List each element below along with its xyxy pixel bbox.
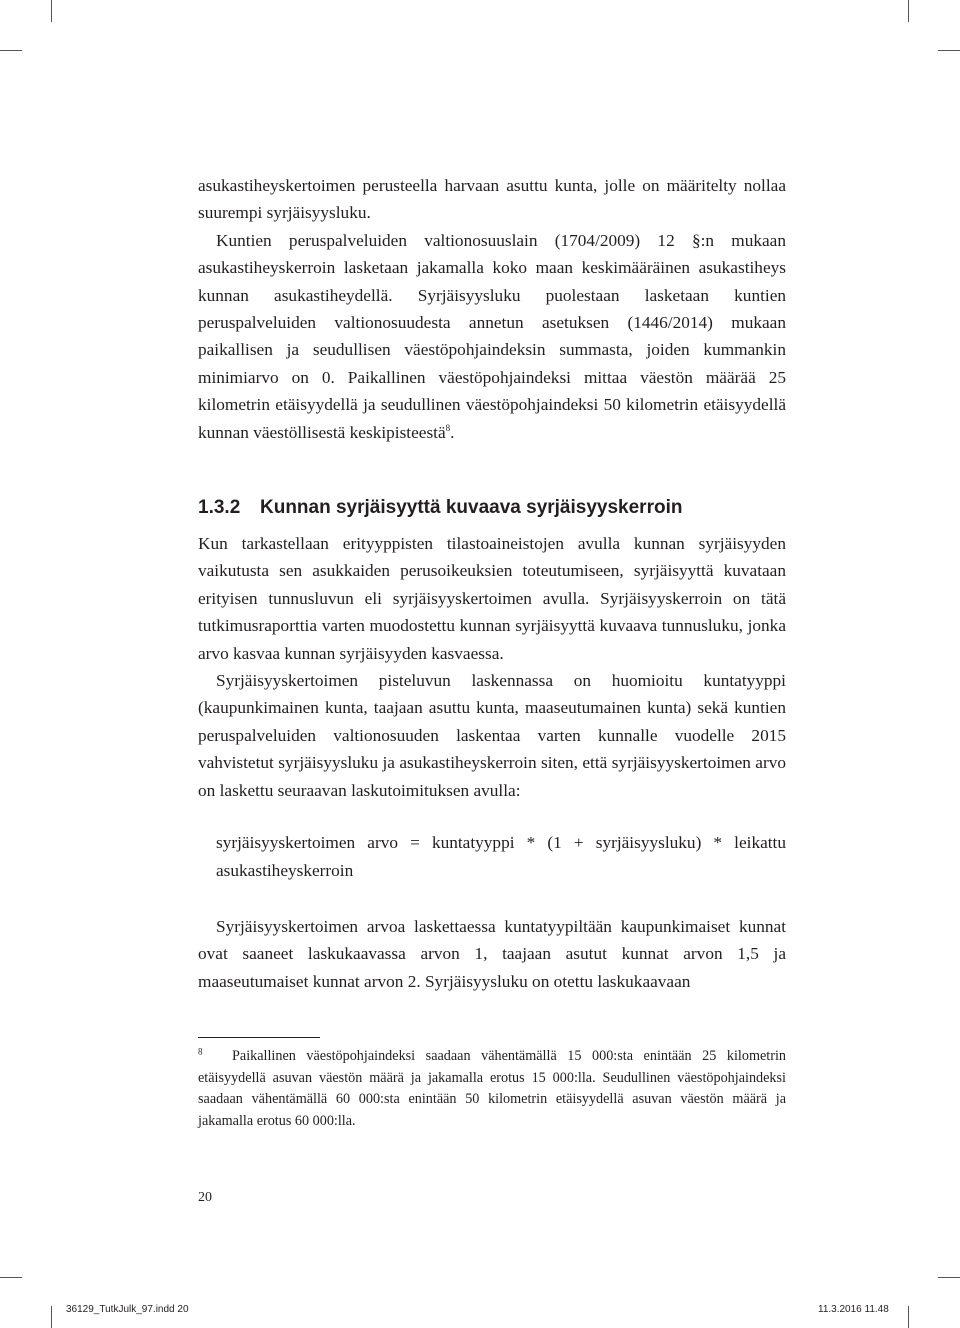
paragraph-1: asukastiheyskertoimen perusteella harvaan asuttu kunta, jolle on määritelty nollaa suurempi syrjäisyysluku. [198, 176, 786, 223]
crop-mark-top-left [51, 0, 52, 22]
crop-mark-right-bottom [938, 1277, 960, 1278]
slug-date: 11.3.2016 11.48 [818, 1304, 889, 1315]
crop-mark-left-bottom [0, 1277, 22, 1278]
paragraph-4: Syrjäisyyskertoimen pisteluvun laskennassa on huomioitu kuntatyyppi (kaupunkimainen kunta, taajaan asuttu kunta, maaseutumainen kunta) sekä kuntien peruspalveluiden valtionosuuden laskentaa varten kunnalle vuodelle 2015 vahvistetut syrjäisyysluku ja asukastiheyskerroin siten, että syrjäisyyskertoimen arvo on laskettu seuraavan laskutoimituksen avulla: [198, 671, 786, 800]
section-title: Kunnan syrjäisyyttä kuvaava syrjäisyyskerroin [260, 497, 683, 518]
paragraph-5: Syrjäisyyskertoimen arvoa laskettaessa kuntatyypiltään kaupunkimaiset kunnat ovat saaneet laskukaavassa arvon 1, taajaan asutut kunnat arvon 1,5 ja maaseutumaiset kunnat arvon 2. Syrjäisyysluku on otettu laskukaavaan [198, 917, 786, 991]
section-heading [198, 497, 786, 519]
paragraph-2-text: Kuntien peruspalveluiden valtionosuuslain (1704/2009) 12 §:n mukaan asukastiheyskerroin lasketaan jakamalla koko maan keskimääräinen asukastiheys kunnan asukastiheydellä. Syrjäisyysluku puolestaan lasketaan kuntien peruspalveluiden valtionosuudesta annetun asetuksen (1446/2014) mukaan paikallisen ja seudullisen väestöpohjaindeksin summasta, joiden kummankin minimiarvo on 0. Paikallinen väestöpohjaindeksi mittaa väestön määrää 25 kilometrin etäisyydellä ja seudullinen väestöpohjaindeksi 50 kilometrin etäisyydellä kunnan väestöllisestä keskipisteestä [198, 230, 786, 442]
paragraph-2 [198, 227, 786, 446]
footnote-rule [198, 1037, 320, 1038]
crop-mark-top-right [908, 0, 909, 22]
footnote-text: Paikallinen väestöpohjaindeksi saadaan vähentämällä 15 000:sta enintään 25 kilometrin etäisyydellä asuvan väestön määrä ja jakamalla erotus 15 000:lla. Seudullinen väestöpohjaindeksi saadaan vähentämällä 60 000:sta enintään 50 kilometrin etäisyydellä asuvan väestön määrä ja jakamalla erotus 60 000:lla. [198, 1048, 786, 1129]
body-text-bottom [198, 913, 786, 995]
paragraph-2-end: . [450, 422, 455, 442]
crop-mark-bottom-right [908, 1306, 909, 1328]
section-number: 1.3.2 [198, 497, 241, 518]
body-text-top [198, 172, 786, 446]
footnote-reference: 8 [445, 422, 451, 433]
slug-filename: 36129_TutkJulk_97.indd 20 [66, 1304, 189, 1315]
crop-mark-bottom-left [51, 1306, 52, 1328]
crop-mark-left-top [0, 50, 22, 51]
crop-mark-right-top [938, 50, 960, 51]
body-text-section [198, 530, 786, 804]
formula: syrjäisyyskertoimen arvo = kuntatyyppi * (1 + syrjäisyysluku) * leikattu asukastiheyskerroin [216, 833, 786, 880]
footnote-mark: 8 [198, 1046, 203, 1057]
footnote [198, 1046, 786, 1132]
paragraph-3: Kun tarkastellaan erityyppisten tilastoaineistojen avulla kunnan syrjäisyyden vaikutusta sen asukkaiden perusoikeuksien toteutumiseen, syrjäisyyttä kuvataan erityisen tunnusluvun eli syrjäisyyskertoimen avulla. Syrjäisyyskerroin on tätä tutkimusraporttia varten muodostettu kunnan syrjäisyyttä kuvaava tunnusluku, jonka arvo kasvaa kunnan syrjäisyyden kasvaessa. [198, 534, 786, 663]
page-number: 20 [198, 1190, 212, 1205]
